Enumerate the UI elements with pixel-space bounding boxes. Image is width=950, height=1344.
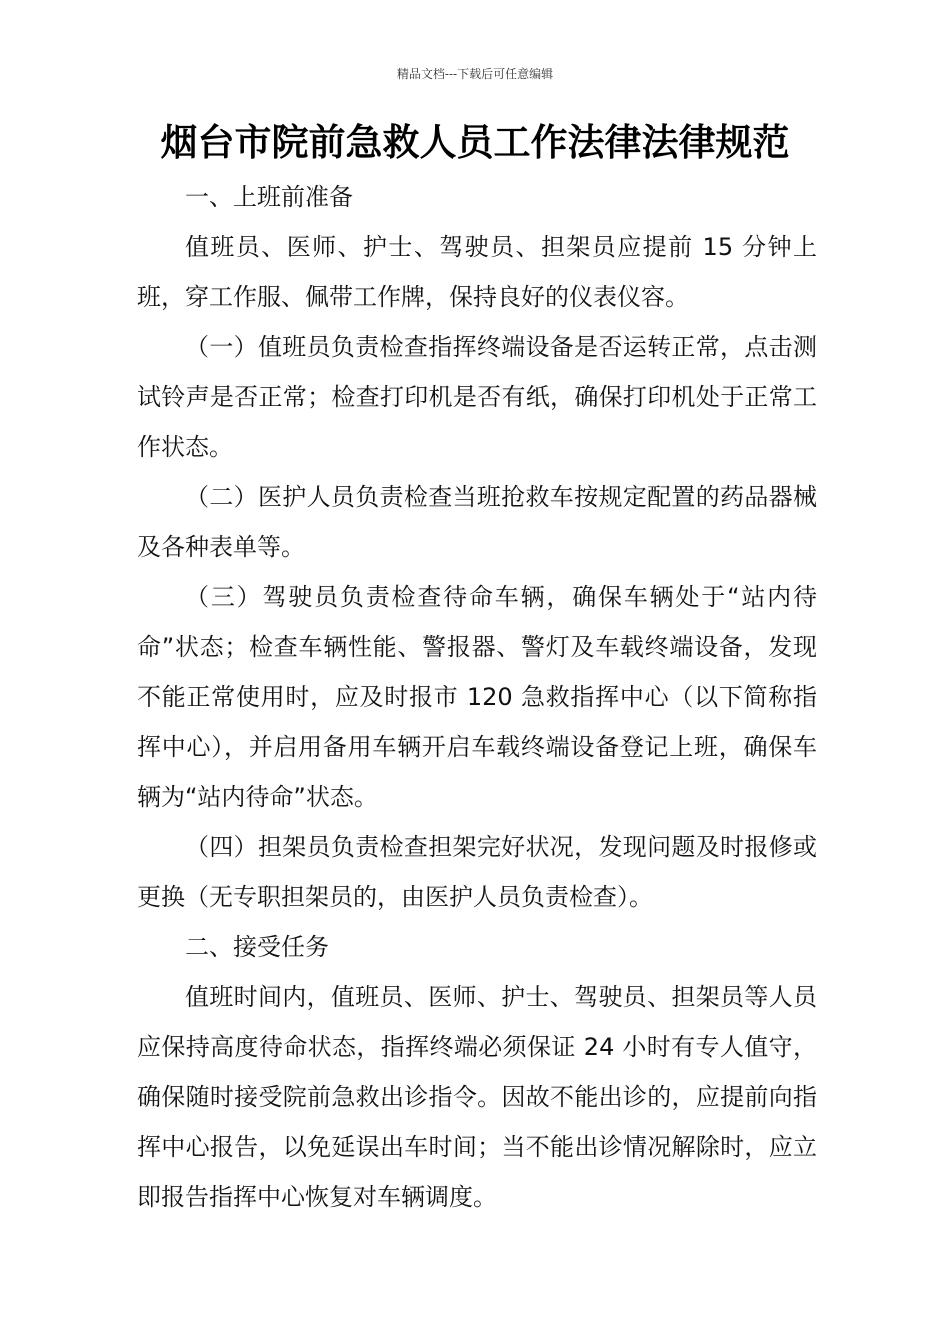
paragraph-item-1: （一）值班员负责检查指挥终端设备是否运转正常，点击测试铃声是否正常；检查打印机是否有纸，确保打印机处于正常工作状态。 — [137, 333, 817, 461]
header-note: 精品文档---下载后可任意编辑 — [396, 67, 554, 81]
paragraph-item-3: （三）驾驶员负责检查待命车辆，确保车辆处于“站内待命”状态；检查车辆性能、警报器、警灯及车载终端设备，发现不能正常使用时，应及时报市 120 急救指挥中心（以下简称指挥中心），并启用备用车辆开启车载终端设备登记上班，确保车辆为“站内待命”状态。 — [137, 583, 817, 811]
paragraph-arrival: 值班员、医师、护士、驾驶员、担架员应提前 15 分钟上班，穿工作服、佩带工作牌，保持良好的仪表仪容。 — [137, 233, 817, 311]
paragraph-item-2: （二）医护人员负责检查当班抢救车按规定配置的药品器械及各种表单等。 — [137, 483, 817, 561]
section-heading-preparation: 一、上班前准备 — [185, 183, 353, 211]
paragraph-item-4: （四）担架员负责检查担架完好状况，发现问题及时报修或更换（无专职担架员的，由医护人员负责检查）。 — [137, 833, 817, 911]
paragraph-standby: 值班时间内，值班员、医师、护士、驾驶员、担架员等人员应保持高度待命状态，指挥终端必须保证 24 小时有专人值守，确保随时接受院前急救出诊指令。因故不能出诊的，应提前向指挥中心报告，以免延误出车时间；当不能出诊情况解除时，应立即报告指挥中心恢复对车辆调度。 — [137, 983, 817, 1211]
section-heading-tasks: 二、接受任务 — [185, 933, 329, 961]
document-body — [137, 172, 817, 1222]
document-title: 烟台市院前急救人员工作法律法律规范 — [160, 120, 790, 164]
